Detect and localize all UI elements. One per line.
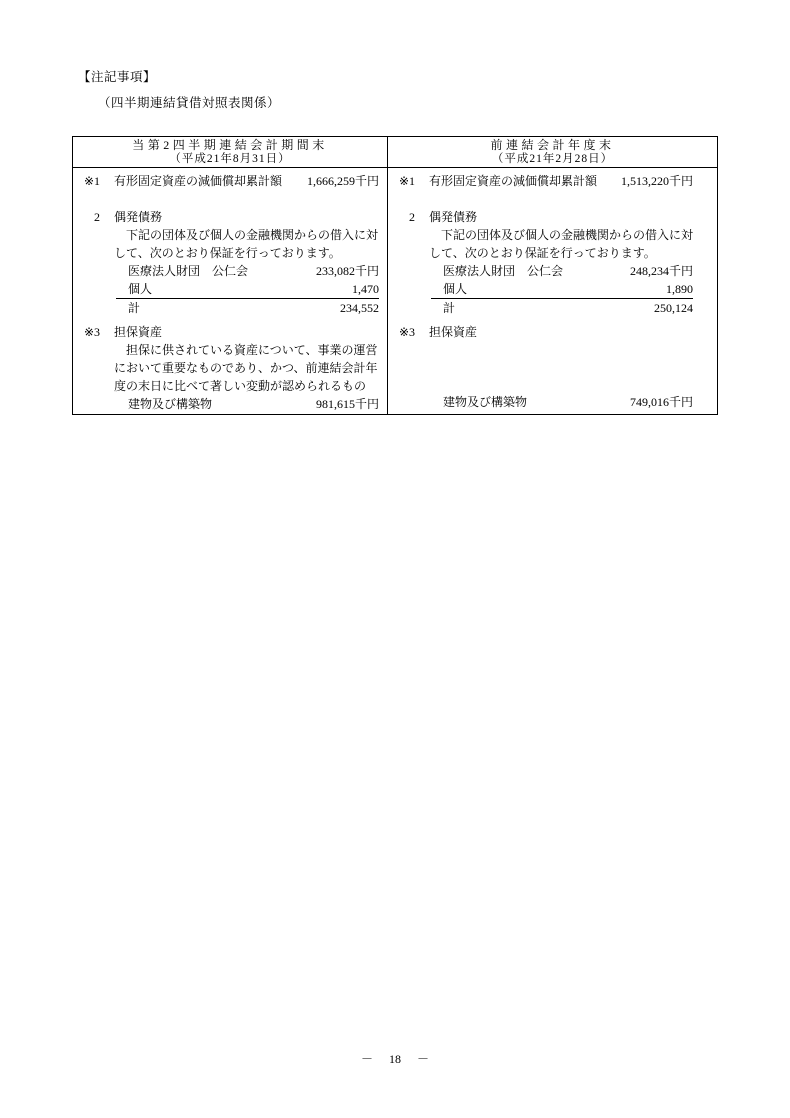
pledged-asset-row (128, 395, 379, 413)
guarantee-total-value: 250,124 (654, 301, 693, 315)
note-1-label: 有形固定資産の減価償却累計額 (429, 174, 598, 188)
note-1-depreciation (78, 172, 379, 190)
column-header-current-period (73, 137, 388, 167)
guarantee-label: 個人 (128, 282, 153, 296)
pledged-asset-row (443, 393, 693, 411)
column-header-previous-period (388, 137, 717, 167)
note-2-contingent-liabilities (393, 208, 693, 317)
note-2-marker: 2 (409, 210, 415, 224)
column-header-current-date: （平成21年8月31日） (169, 153, 291, 165)
note-2-title: 偶発債務 (114, 210, 163, 224)
guarantee-value: 1,890 (666, 282, 693, 296)
pledged-asset-value: 749,016千円 (629, 395, 693, 409)
note-2-marker: 2 (94, 210, 100, 224)
column-header-previous-title: 前連結会計年度末 (490, 138, 615, 152)
pledged-asset-label: 建物及び構築物 (128, 397, 213, 411)
note-3-marker: ※3 (398, 325, 415, 339)
note-3-pledged-assets (393, 323, 693, 341)
note-3-body-line: 担保に供されている資産について、事業の運営 (126, 343, 378, 357)
table-header-row (73, 137, 717, 168)
note-1-marker: ※1 (83, 174, 100, 188)
guarantee-row (431, 280, 693, 298)
pledged-asset-label: 建物及び構築物 (443, 395, 528, 409)
note-3-body-line: 度の末日に比べて著しい変動が認められるもの (114, 379, 367, 393)
note-2-contingent-liabilities (78, 208, 379, 317)
guarantee-row (431, 262, 693, 280)
page-subtitle: （四半期連結貸借対照表関係） (98, 96, 281, 110)
guarantee-value: 1,470 (352, 282, 379, 296)
guarantee-total-row (116, 298, 379, 317)
note-1-value: 1,666,259千円 (306, 174, 379, 188)
note-1-label: 有形固定資産の減価償却累計額 (114, 174, 283, 188)
table-body-row (73, 168, 717, 414)
note-3-title: 担保資産 (429, 325, 478, 339)
guarantee-value: 248,234千円 (629, 264, 693, 278)
note-2-body-line: して、次のとおり保証を行っております。 (114, 246, 341, 260)
note-1-depreciation (393, 172, 693, 190)
column-header-current-title: 当第2四半期連結会計期間末 (132, 138, 328, 152)
pledged-asset-value: 981,615千円 (315, 397, 379, 411)
guarantee-row (116, 280, 379, 298)
note-3-pledged-assets (78, 323, 379, 395)
page-title: 【注記事項】 (78, 70, 157, 84)
column-previous-period (388, 168, 717, 414)
guarantee-total-label: 計 (128, 301, 141, 315)
note-3-body-line: において重要なものであり、かつ、前連結会計年 (114, 361, 378, 375)
guarantee-list (431, 262, 693, 317)
guarantee-row (116, 262, 379, 280)
guarantee-label: 医療法人財団 公仁会 (443, 264, 564, 278)
guarantee-list (116, 262, 379, 317)
column-current-period (73, 168, 388, 414)
note-2-body-line: 下記の団体及び個人の金融機関からの借入に対 (126, 228, 379, 242)
guarantee-total-value: 234,552 (340, 301, 379, 315)
note-2-body-line: 下記の団体及び個人の金融機関からの借入に対 (441, 228, 694, 242)
guarantee-label: 個人 (443, 282, 468, 296)
notes-table (72, 136, 718, 415)
footer-left-dash: － (360, 1052, 373, 1066)
footer-right-dash: － (417, 1052, 430, 1066)
guarantee-label: 医療法人財団 公仁会 (128, 264, 249, 278)
note-1-marker: ※1 (398, 174, 415, 188)
column-header-previous-date: （平成21年2月28日） (491, 153, 614, 165)
page-number: 18 (389, 1052, 401, 1066)
guarantee-total-row (431, 298, 693, 317)
note-1-value: 1,513,220千円 (620, 174, 693, 188)
page-footer (0, 1050, 790, 1067)
guarantee-total-label: 計 (443, 301, 456, 315)
note-3-marker: ※3 (83, 325, 100, 339)
note-2-title: 偶発債務 (429, 210, 478, 224)
guarantee-value: 233,082千円 (315, 264, 379, 278)
note-2-body-line: して、次のとおり保証を行っております。 (429, 246, 656, 260)
note-3-title: 担保資産 (114, 325, 163, 339)
